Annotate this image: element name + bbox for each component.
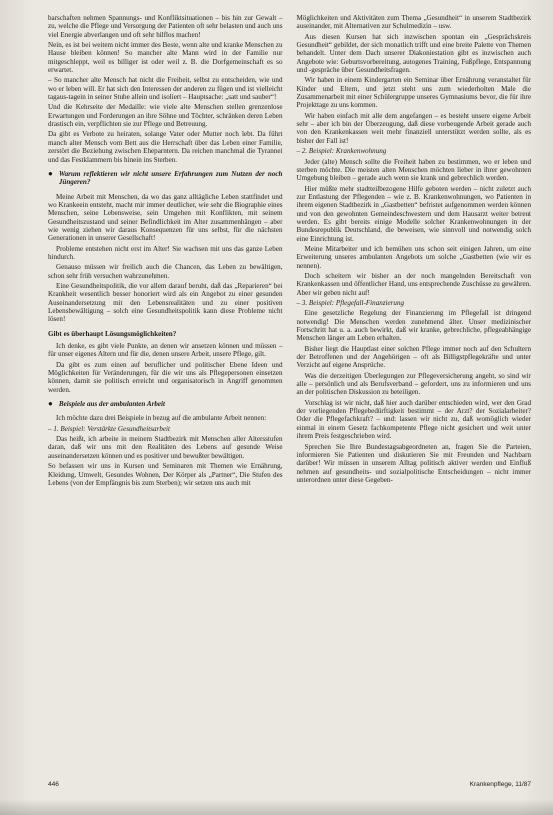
page-bottom-shadow xyxy=(0,799,553,815)
right-column xyxy=(297,14,532,776)
section-heading: Gibt es überhaupt Lösungsmöglichkeiten? xyxy=(48,329,177,338)
journal-reference: Krankenpflege, 11/87 xyxy=(469,781,531,788)
paragraph: Da gibt es zum einen auf beruflicher und politischer Ebene Ideen und Möglichkeiten für Veränderungen, für die wir uns als Pflegepersonen einsetzen können, damit sie politisch erreicht und organisatorisch in Angriff genommen werden. xyxy=(48,360,283,394)
paragraph: Eine Gesundheitspolitik, die vor allem darauf beruht, daß das „Reparieren“ bei Krankheit wesentlich besser honoriert wird als ein Angebot zu einer gesunden Auseinandersetzung mit den Lebensrealitäten und zu einer positiven Lebensbewältigung – solch eine Gesundheitspolitik kann diese Probleme nicht lösen! xyxy=(48,281,283,324)
paragraph: Jeder (alte) Mensch sollte die Freiheit haben zu bestimmen, wo er leben und sterben möchte. Die meisten alten Menschen möchten lieber in ihrer gewohnten Umgebung bleiben – gerade auch wenn sie krank und gebrechlich werden. xyxy=(296,157,531,183)
paragraph: Eine gesetzliche Regelung der Finanzierung im Pflegefall ist dringend notwendig! Die Menschen werden zunehmend älter. Unser medizinischer Fortschritt hat u. a. auch bewirkt, daß wir kranke, gebrechliche, pflegeabhängige Menschen länger am Leben erhalten. xyxy=(296,309,531,343)
paragraph: Ich möchte dazu drei Beispiele in bezug auf die ambulante Arbeit nennen: xyxy=(56,414,267,423)
paragraph: Sprechen Sie Ihre Bundestagsabgeordneten an, fragen Sie die Parteien, informieren Sie Patienten und diskutieren Sie mit Freunden und Nachbarn darüber! Wir müssen in unserem Alltag politisch aktiver werden und Einfluß nehmen auf gesundheits- und sozialpolitische Entscheidungen – nicht immer unterordnen unter diese Gegeben- xyxy=(296,442,531,484)
paragraph: Meine Arbeit mit Menschen, da wo das ganz alltägliche Leben stattfindet und wo Krankeein entsteht, macht mir immer deutlicher, wie sehr die Biographie eines Menschen, seine Lebensweise, sein Umgehen mit Konflikten, mit seinem Gesundheitszustand und seiner Befindlichkeit im Alter zusammenhängen – aber wie wenig ziehen wir daraus Konsequenzen für uns selbst, für die nächsten Generationen in unserer Gesellschaft! xyxy=(48,192,283,243)
paragraph: Aus diesen Kursen hat sich inzwischen spontan ein „Gesprächskreis Gesundheit“ gebildet, der sich monatlich trifft und eine breite Palette von Themen behandelt. Unter dem Dach unserer Diakoniestation gibt es inzwischen auch Angebote wie: Geburtsvorbereitung, autogenes Training, Fußpflege, Entspannung und -gespräche über Gesundheitsfragen. xyxy=(296,32,531,75)
question-text: Warum reflektieren wir nicht unsere Erfahrungen zum Nutzen der noch Jüngeren? xyxy=(58,169,283,187)
paragraph: So befassen wir uns in Kursen und Seminaren mit Themen wie Ernährung, Kleidung, Umwelt, Gesundes Wohnen, Der Körper als „Partner“, Die Stufen des Lebens (von der Empfängnis bis zum Sterben); wir setzen uns auch mit xyxy=(48,462,283,487)
paragraph: Möglichkeiten und Aktivitäten zum Thema „Gesundheit“ in unserem Stadtbezirk auseinander, mit Alternativen zur Schulmedizin – usw. xyxy=(296,14,531,31)
paragraph: Hier müßte mehr stadtteilbezogene Hilfe geboten werden – nicht zuletzt auch zur Entlastung der Pflegenden – wie z. B. Krankenwohnungen, wo Patienten in ihrem eigenen Stadtbezirk in „Gastbetten“ befristet aufgenommen werden können und von den gewohnten Gemeindeschwestern und dem Hausarzt weiter betreut werden. Es gibt bereits einige Modelle solcher Krankenwohnungen in der Bundesrepublik Deutschland, die beweisen, wie sinnvoll und notwendig solch eine Einrichtung ist. xyxy=(296,184,531,243)
paragraph: Das heißt, ich arbeite in meinem Stadtbezirk mit Menschen aller Altersstufen daran, daß wir uns mit den Realitäten des Lebens auf gesunde Weise auseinandersetzen können und es positiver und bewußter bewältigen. xyxy=(48,435,283,460)
example-heading: – 1. Beispiel: Verstärkte Gesundheitsarbeit xyxy=(48,424,170,433)
text-columns xyxy=(48,14,531,776)
paragraph: Doch scheitern wir bisher an der noch mangelnden Bereitschaft von Krankenkassen und öffentlicher Hand, uns entsprechende Zuschüsse zu gewähren. Aber wir geben nicht auf! xyxy=(296,271,531,297)
bullet-icon: ● xyxy=(48,399,53,409)
paragraph: Und die Kehrseite der Medaille: wie viele alte Menschen stellen grenzenlose Erwartungen und Forderungen an ihre Söhne und Töchter, schränken deren Leben drastisch ein, verpflichten sie zur Pflege und Betreuung. xyxy=(48,103,283,129)
question-heading xyxy=(48,170,283,187)
paragraph: Nein, es ist bei weitem nicht immer des Beste, wenn alte und kranke Menschen zu Hause bleiben können! So mancher alte Mann wird in der Familie nur mitgeschleppt, weil es billiger ist oder weil z. B. die Dorfgemeinschaft es so erwartet. xyxy=(48,41,283,75)
paragraph: Wir haben einfach mit alle dem angefangen – es besteht unsere eigene Arbeit sehr – aber ich bin der Überzeugung, daß diese vorbeugende Arbeit gerade auch von den Krankenkassen weit mehr finanziell unterstützt werden sollte, als es bisher der Fall ist! xyxy=(296,111,531,145)
bullet-icon: ● xyxy=(48,168,53,178)
paragraph: Ich denke, es gibt viele Punkte, an denen wir ansetzen können und müssen – für unser eigenes Altern und für die, denen unsere Arbeit, unsere Pflege, gilt. xyxy=(48,342,283,359)
left-column xyxy=(48,14,283,776)
page-footer xyxy=(48,781,531,788)
paragraph: barschaften nehmen Spannungs- und Konfliktsituationen – bis hin zur Gewalt – zu, welche die Pflege und Versorgung der Patienten oft sehr belasten und auch uns viel Energie abverlangen und oft sehr hilflos machen! xyxy=(48,14,283,39)
paragraph: Genauso müssen wir freilich auch die Chancen, das Leben zu bewältigen, schon sehr früh versuchen wahrzunehmen. xyxy=(48,263,283,280)
paragraph: Meine Mitarbeiter und ich bemühen uns schon seit einigen Jahren, um eine Erweiterung unseres ambulanten Angebots um solche „Gastbetten (wie wir es nennen). xyxy=(296,244,531,270)
paragraph: – So mancher alte Mensch hat nicht die Freiheit, selbst zu entscheiden, wie und wo er leben will. Er hat sich den Interessen der anderen zu fügen und ist vielleicht tagaus-tagein in seiner Stube allein und isoliert – Hauptsache: „satt und sauber“! xyxy=(48,76,283,102)
example-heading: – 2. Beispiel: Krankenwohnung xyxy=(296,147,387,156)
page-number: 446 xyxy=(48,781,59,788)
paragraph: Probleme entstehen nicht erst im Alter! Sie wachsen mit uns das ganze Leben hindurch. xyxy=(48,244,283,261)
paragraph: Vorschlag ist wir nicht, daß hier auch darüber entschieden wird, wer den Grad der vorliegenden Pflegebedürftigkeit bestimmt – der Arzt? der Sozialarbeiter? Oder die Pflegefachkraft? – und: lassen wir nicht zu, daß womöglich wieder einmal in einem Gesetz fachkompetente Pflege nicht gesichert und weit unter ihrem Preis festgeschrieben wird. xyxy=(296,398,531,441)
question-heading xyxy=(48,400,283,408)
example-heading: – 3. Beispiel: Pflegefall-Finanzierung xyxy=(296,299,405,307)
question-text: Beispiele aus der ambulanten Arbeit xyxy=(58,400,165,409)
paragraph: Bisher liegt die Hauptlast einer solchen Pflege immer noch auf den Schultern der Betroffenen und der Angehörigen – oft als Billigstpflegekräfte und unter Verzicht auf eigene Ansprüche. xyxy=(296,344,531,370)
paragraph: Da gibt es Verbote zu heiraten, solange Vater oder Mutter noch lebt. Da führt manch alter Mensch vom Bett aus die Herrschaft über das Leben einer Familie, zerstört die Beziehung zwischen Eheparntern. Da reichen manchmal die Tyrannei und das Festklammern bis hinein ins Sterben. xyxy=(48,130,283,164)
paragraph: Was die derzeitigen Überlegungen zur Pflegeversicherung angeht, so sind wir alle – persönlich und als Berufsverband – gefordert, uns zu informieren und uns an der politischen Diskussion zu beteiligen. xyxy=(296,371,531,397)
paragraph: Wir haben in einem Kindergarten ein Seminar über Ernährung veranstaltet für Kinder und Eltern, und jetzt steht uns zum wiederholten Male die Zusammenarbeit mit einer Schülergruppe unseres Gymnasiums bevor, die für ihre Projekttage zu uns kommen. xyxy=(296,76,531,110)
